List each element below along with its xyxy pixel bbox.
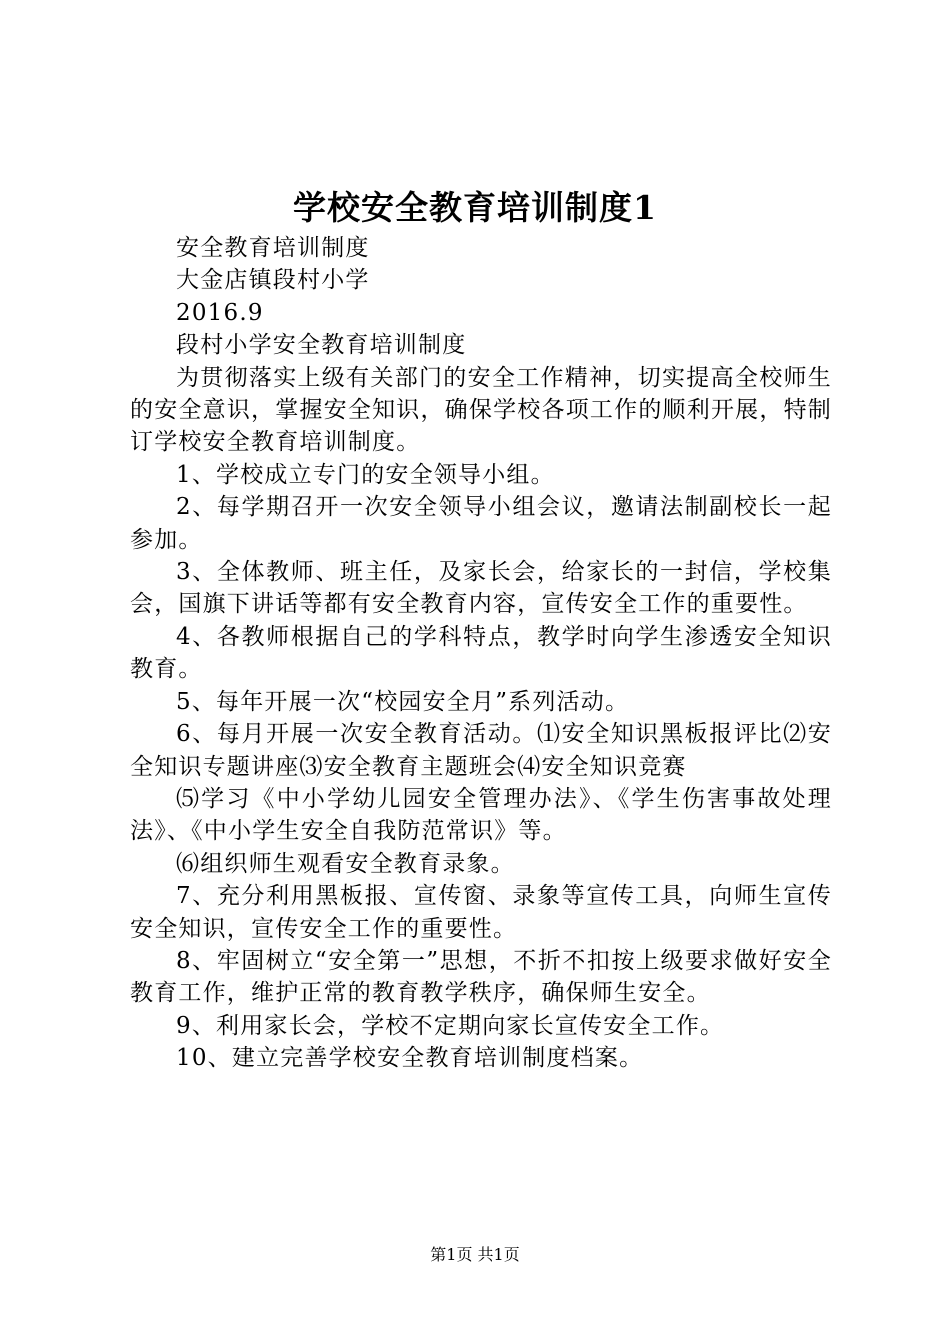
paragraph: 3、全体教师、班主任，及家长会，给家长的一封信，学校集会，国旗下讲话等都有安全教育内容，宣传安全工作的重要性。 [130,559,832,618]
paragraph: 安全教育培训制度 [176,235,370,261]
paragraph: 8、牢固树立“安全第一”思想，不折不扣按上级要求做好安全教育工作，维护正常的教育教学秩序，确保师生安全。 [130,947,832,1007]
paragraph: ⑹组织师生观看安全教育录象。 [176,850,515,877]
paragraph: 2、每学期召开一次安全领导小组会议，邀请法制副校长一起参加。 [130,494,832,553]
page-footer: 第1页 共1页 [430,1245,520,1264]
paragraph: 大金店镇段村小学 [176,267,370,294]
paragraph: 段村小学安全教育培训制度 [176,332,467,359]
document-title: 学校安全教育培训制度1 [293,188,657,227]
paragraph: ⑸学习《中小学幼儿园安全管理办法》、《学生伤害事故处理法》、《中小学生安全自我防范常识》等。 [130,785,832,845]
document-body [130,232,832,1075]
paragraph: 7、充分利用黑板报、宣传窗、录象等宣传工具，向师生宣传安全知识，宣传安全工作的重要性。 [130,883,832,942]
paragraph: 10、建立完善学校安全教育培训制度档案。 [176,1045,644,1072]
paragraph: 6、每月开展一次安全教育活动。⑴安全知识黑板报评比⑵安全知识专题讲座⑶安全教育主题班会⑷安全知识竞赛 [130,721,832,780]
paragraph: 为贯彻落实上级有关部门的安全工作精神，切实提高全校师生的安全意识，掌握安全知识，确保学校各项工作的顺利开展，特制订学校安全教育培训制度。 [130,364,832,456]
paragraph: 9、利用家长会，学校不定期向家长宣传安全工作。 [176,1012,725,1039]
paragraph: 4、各教师根据自己的学科特点，教学时向学生渗透安全知识教育。 [130,623,832,683]
paragraph: 5、每年开展一次“校园安全月”系列活动。 [176,688,630,715]
paragraph: 2016.9 [176,299,264,326]
paragraph: 1、学校成立专门的安全领导小组。 [176,461,555,488]
